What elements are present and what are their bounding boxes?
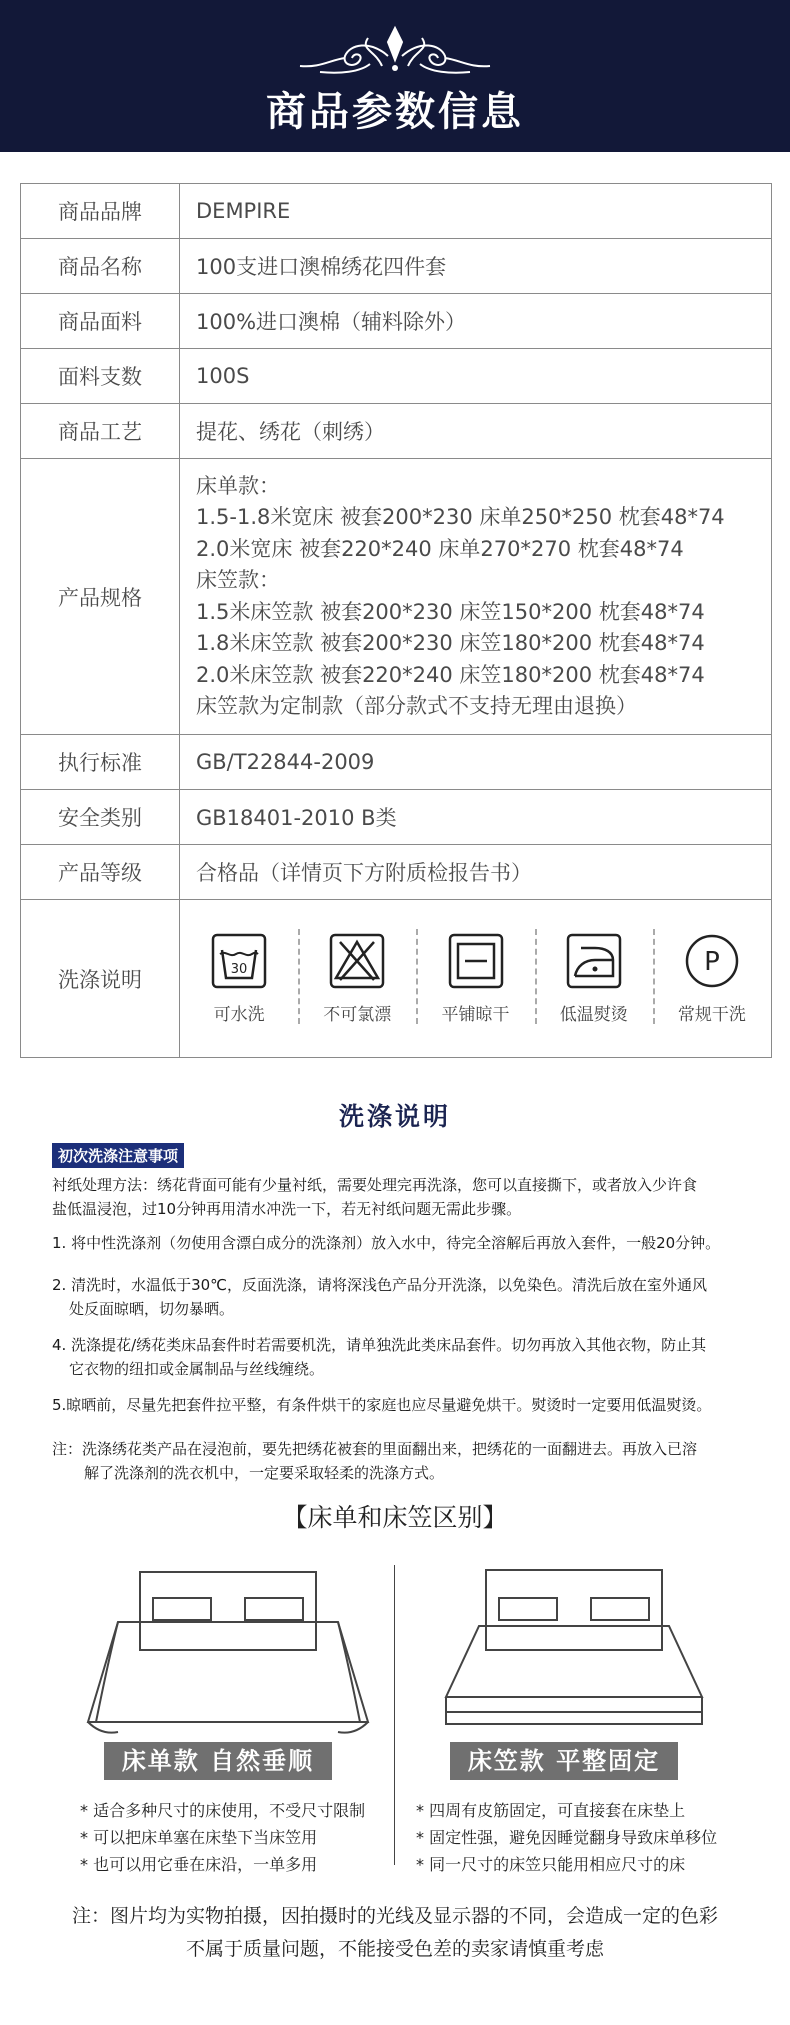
dry-clean-p-icon: [683, 932, 741, 990]
care-item: [653, 919, 771, 1039]
row-label: 安全类别: [21, 790, 180, 845]
list-item: * 同一尺寸的床笠只能用相应尺寸的床: [416, 1855, 686, 1874]
ornament-icon: [290, 20, 500, 80]
first-wash-tag: 初次洗涤注意事项: [52, 1143, 184, 1168]
header-banner: [0, 0, 790, 152]
paragraph-note: [52, 1437, 752, 1485]
page-title: 商品参数信息: [266, 89, 524, 135]
row-value: 提花、绣花（刺绣）: [180, 404, 772, 459]
row-value: 100%进口澳棉（辅料除外）: [180, 294, 772, 349]
list-item: * 可以把床单塞在床垫下当床笠用: [80, 1828, 318, 1847]
text-line: 处反面晾晒，切勿暴晒。: [69, 1300, 235, 1318]
flat-sheet-badge: 床单款 自然垂顺: [104, 1742, 332, 1780]
care-label: 平铺晾干: [441, 1005, 510, 1025]
text-line: 4. 洗涤提花/绣花类床品套件时若需要机洗，请单独洗此类床品套件。切勿再放入其他衣物，防止其: [52, 1336, 707, 1354]
flat-sheet-bullets: [80, 1797, 365, 1878]
divider: [394, 1565, 395, 1865]
flat-sheet-bed-icon: [78, 1562, 378, 1752]
care-label: 常规干洗: [677, 1005, 746, 1025]
table-row: [21, 845, 772, 900]
text-line: 解了洗涤剂的洗衣机中，一定要采取轻柔的洗涤方式。: [84, 1464, 445, 1482]
care-item: [298, 919, 416, 1039]
care-item: [180, 919, 298, 1039]
row-label: 商品工艺: [21, 404, 180, 459]
table-row: [21, 294, 772, 349]
footer-note: [0, 1900, 790, 1966]
care-label: 可水洗: [213, 1005, 265, 1025]
row-value: [180, 459, 772, 735]
text-line: 2. 清洗时，水温低于30℃，反面洗涤，请将深浅色产品分开洗涤，以免染色。清洗后放在室外通风: [52, 1276, 708, 1294]
row-value: DEMPIRE: [180, 184, 772, 239]
table-row-size: [21, 459, 772, 735]
svg-text:30: 30: [230, 962, 248, 977]
text-line: 1. 将中性洗涤剂（勿使用含漂白成分的洗涤剂）放入水中，待完全溶解后再放入套件，一般20分钟。: [52, 1234, 721, 1252]
row-value: GB/T22844-2009: [180, 735, 772, 790]
list-item: * 也可以用它垂在床沿，一单多用: [80, 1855, 318, 1874]
list-item: * 适合多种尺寸的床使用，不受尺寸限制: [80, 1801, 366, 1820]
size-line: 床笠款为定制款（部分款式不支持无理由退换）: [196, 694, 637, 718]
care-item: [416, 919, 534, 1039]
paragraph-step4: [52, 1333, 752, 1381]
care-icons: [180, 900, 772, 1058]
row-label: 面料支数: [21, 349, 180, 404]
table-row: [21, 404, 772, 459]
wash-30-icon: [210, 932, 268, 990]
care-label: 低温熨烫: [559, 1005, 628, 1025]
paragraph-lining: [52, 1173, 752, 1221]
text-line: 衬纸处理方法：绣花背面可能有少量衬纸，需要处理完再洗涤，您可以直接撕下，或者放入少许食: [52, 1176, 698, 1194]
no-bleach-icon: [328, 932, 386, 990]
size-line: 床笠款：: [196, 568, 280, 592]
fitted-sheet-bed-icon: [424, 1562, 724, 1752]
spec-table: [20, 183, 772, 1058]
size-line: 2.0米床笠款 被套220*240 床笠180*200 枕套48*74: [196, 662, 705, 687]
paragraph-step2: [52, 1273, 752, 1321]
row-label: 产品规格: [21, 459, 180, 735]
table-row-care: [21, 900, 772, 1058]
table-row: [21, 735, 772, 790]
text-line: 5.晾晒前，尽量先把套件拉平整，有条件烘干的家庭也应尽量避免烘干。熨烫时一定要用低温熨烫。: [52, 1396, 712, 1414]
row-label: 商品名称: [21, 239, 180, 294]
list-item: * 固定性强，避免因睡觉翻身导致床单移位: [416, 1828, 718, 1847]
table-row: [21, 349, 772, 404]
paragraph-step1: [52, 1231, 752, 1255]
fitted-sheet-badge: 床笠款 平整固定: [450, 1742, 678, 1780]
row-value: GB18401-2010 B类: [180, 790, 772, 845]
table-row: [21, 239, 772, 294]
paragraph-step5: [52, 1393, 752, 1417]
row-value: 100支进口澳棉绣花四件套: [180, 239, 772, 294]
row-label: 执行标准: [21, 735, 180, 790]
care-item: [535, 919, 653, 1039]
row-label: 商品面料: [21, 294, 180, 349]
row-label: 商品品牌: [21, 184, 180, 239]
flat-dry-icon: [447, 932, 505, 990]
diff-title: 【床单和床笠区别】: [282, 1503, 508, 1532]
list-item: * 四周有皮筋固定，可直接套在床垫上: [416, 1801, 686, 1820]
text-line: 注：洗涤绣花类产品在浸泡前，要先把绣花被套的里面翻出来，把绣花的一面翻进去。再放入已溶: [52, 1440, 698, 1458]
size-line: 1.5米床笠款 被套200*230 床笠150*200 枕套48*74: [196, 599, 705, 624]
row-value: 合格品（详情页下方附质检报告书）: [180, 845, 772, 900]
row-value: 100S: [180, 349, 772, 404]
text-line: 盐低温浸泡，过10分钟再用清水冲洗一下，若无衬纸问题无需此步骤。: [52, 1200, 522, 1218]
fitted-sheet-bullets: [416, 1797, 717, 1878]
care-label: 不可氯漂: [323, 1005, 392, 1025]
size-line: 1.8米床笠款 被套200*230 床笠180*200 枕套48*74: [196, 631, 705, 655]
low-iron-icon: [565, 932, 623, 990]
text-line: 它衣物的纽扣或金属制品与丝线缠绕。: [69, 1360, 325, 1378]
row-label: 产品等级: [21, 845, 180, 900]
table-row: [21, 184, 772, 239]
size-line: 1.5-1.8米宽床 被套200*230 床单250*250 枕套48*74: [196, 505, 725, 529]
text-line: 不属于质量问题，不能接受色差的卖家请慎重考虑: [185, 1938, 604, 1960]
table-row: [21, 790, 772, 845]
size-line: 2.0米宽床 被套220*240 床单270*270 枕套48*74: [196, 536, 684, 561]
row-label: 洗涤说明: [21, 900, 180, 1058]
size-line: 床单款：: [196, 473, 280, 498]
svg-text:P: P: [704, 947, 720, 977]
wash-title: 洗涤说明: [338, 1102, 451, 1131]
text-line: 注：图片均为实物拍摄，因拍摄时的光线及显示器的不同，会造成一定的色彩: [71, 1905, 718, 1927]
